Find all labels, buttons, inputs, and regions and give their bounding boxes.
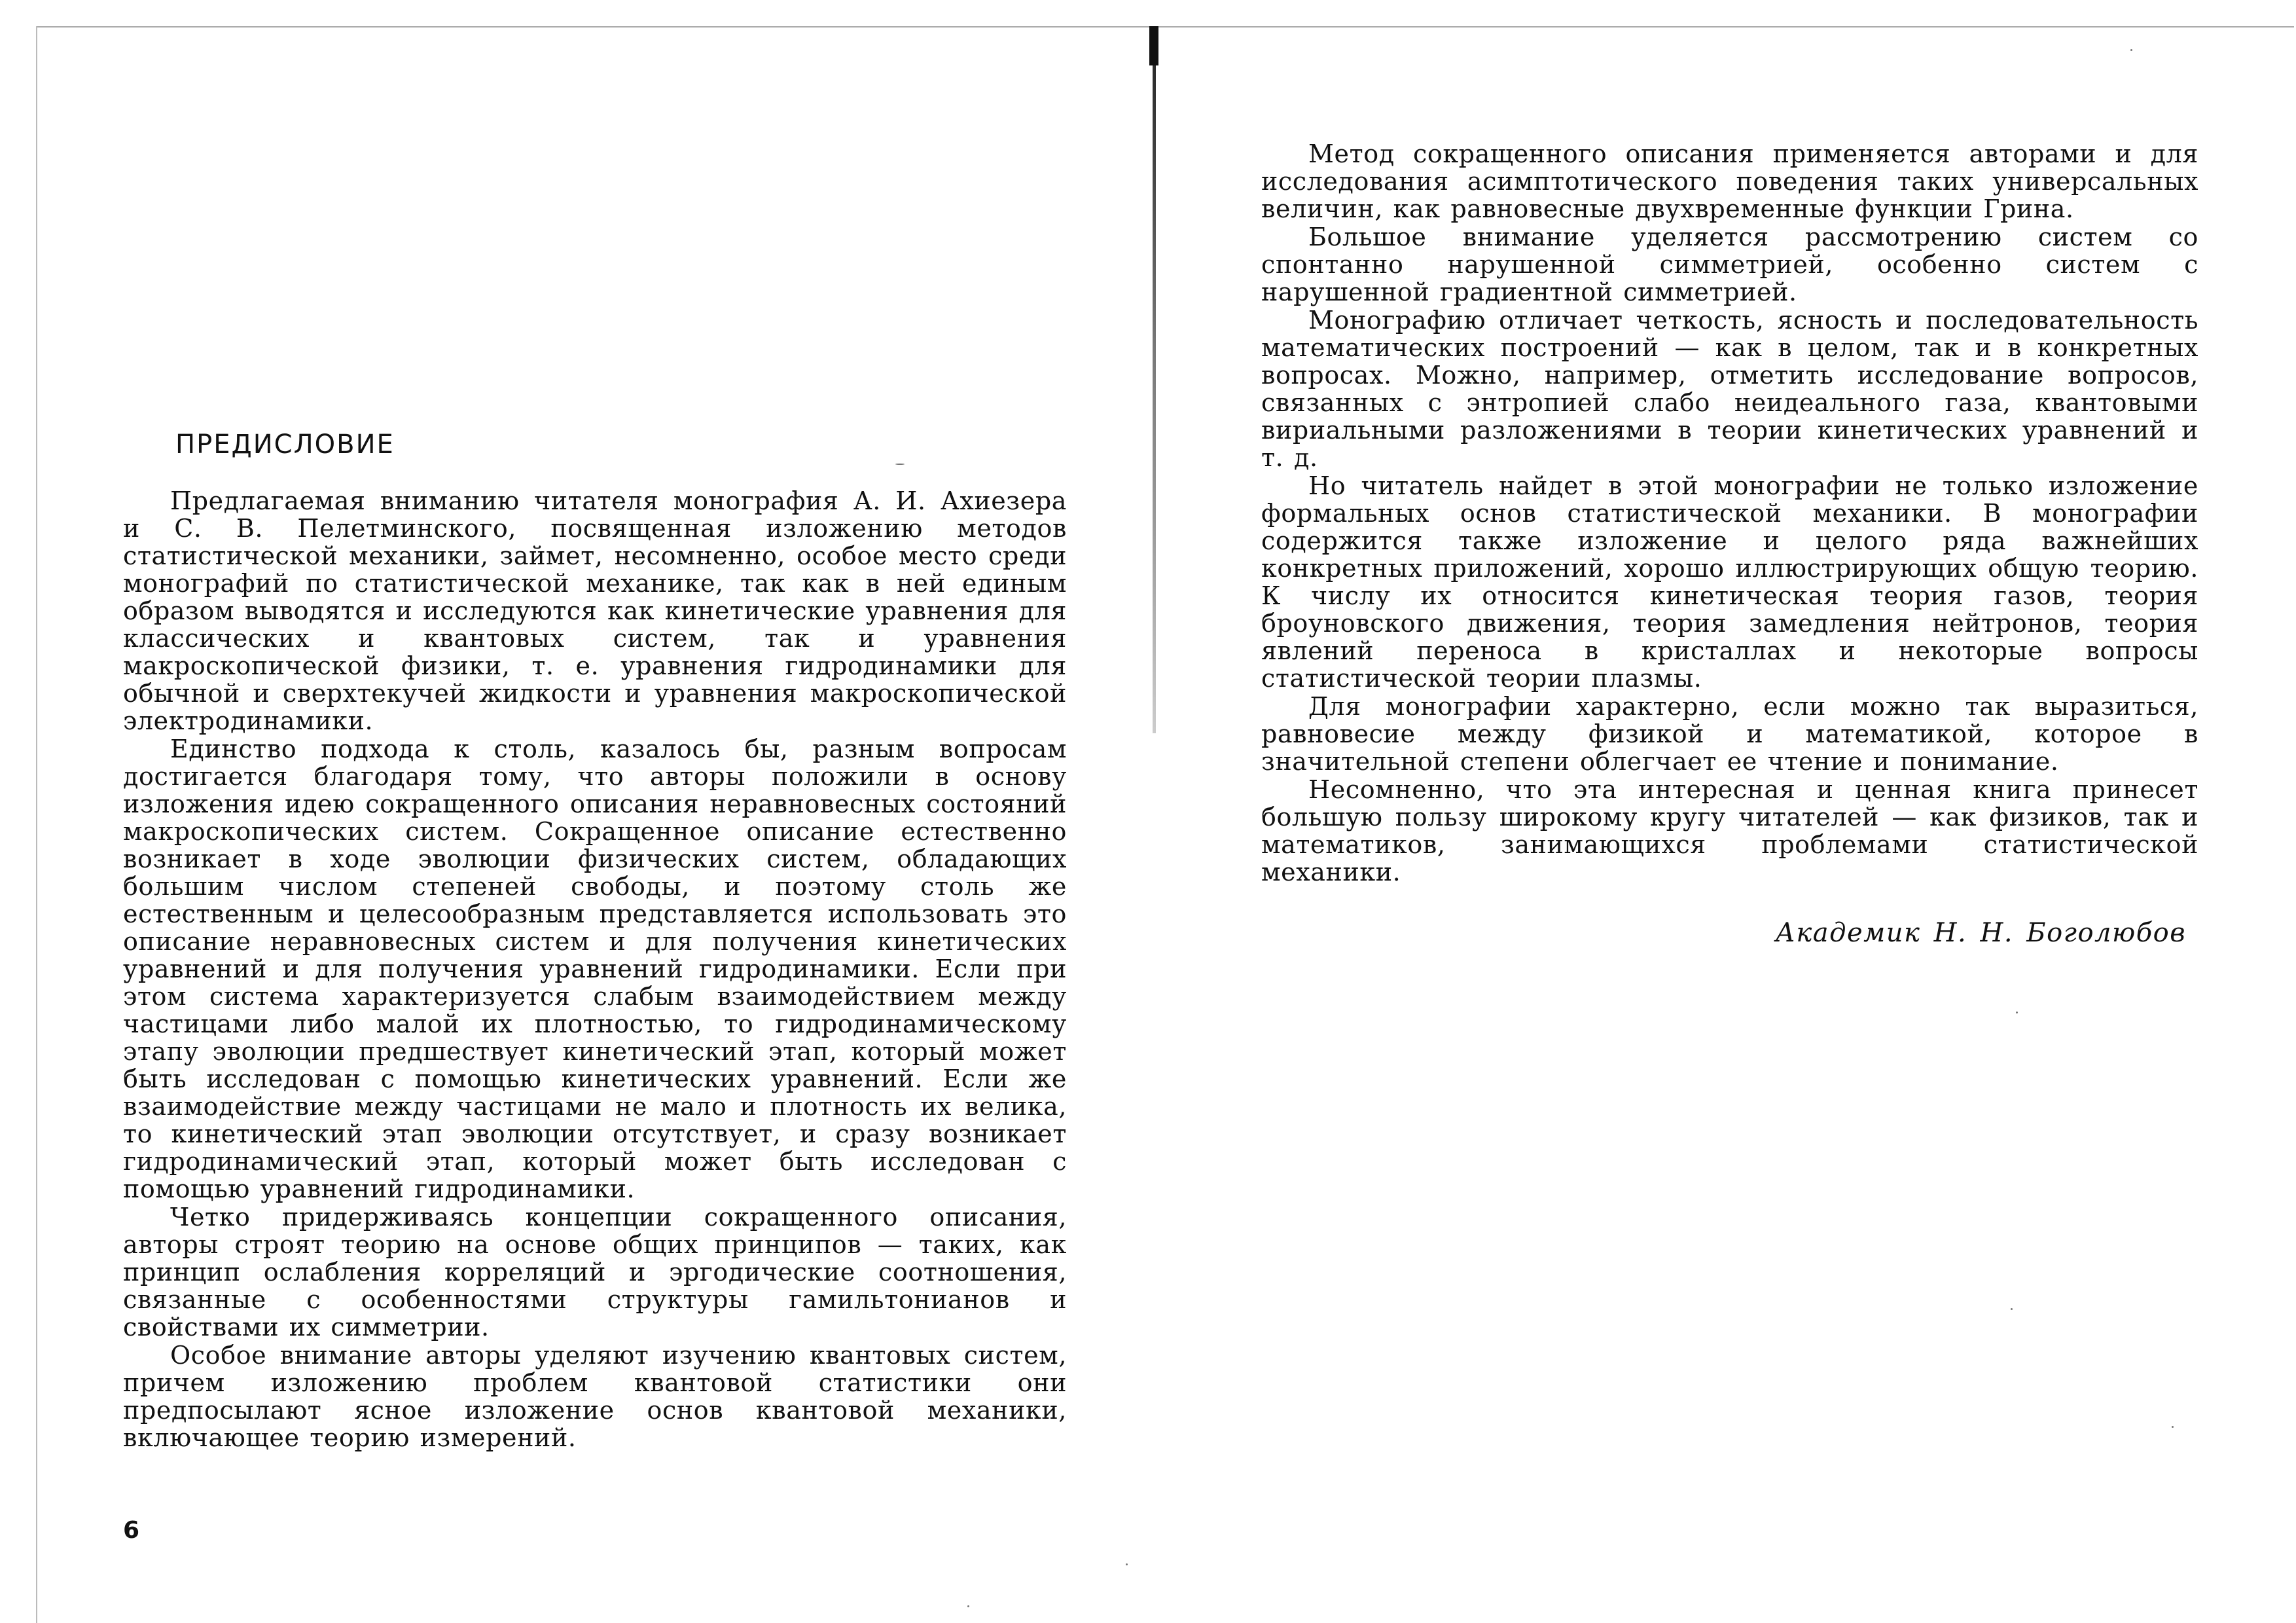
scan-speck [2011,1308,2013,1310]
paragraph: Большое внимание уделяется рассмотрению систем со спонтанно нарушенной симметрией, особенно систем с нарушенной градиентной симметрией. [1261,223,2198,306]
scan-speck [967,1605,969,1607]
paragraph: Но читатель найдет в этой монографии не только изложение формальных основ статистической механики. В монографии содержится также изложение и целого ряда важнейших конкретных приложений, хорошо иллюстрирующих общую теорию. К числу их относится кинетическая теория газов, теория броуновского движения, теория замедления нейтронов, теория явлений переноса в кристаллах и некоторые вопросы статистической теории плазмы. [1261,471,2198,693]
signature: Академик Н. Н. Боголюбов [1775,918,2186,948]
left-page-text [123,487,1067,1451]
right-page-text [1261,140,2198,886]
paragraph: Четко придерживаясь концепции сокращенного описания, авторы строят теорию на основе общих принципов — таких, как принцип ослабления корреляций и эргодические соотношения, связанные с особенностями структуры гамильтонианов и свойствами их симметрии. [123,1203,1067,1341]
paragraph: Для монографии характерно, если можно так выразиться, равновесие между физикой и математикой, которое в значительной степени облегчает ее чтение и понимание. [1261,692,2198,776]
scan-speck [2016,1012,2018,1013]
page-number: 6 [123,1517,140,1544]
scan-speck [2130,49,2132,51]
page-heading: ПРЕДИСЛОВИЕ [175,429,395,460]
paragraph: Метод сокращенного описания применяется авторами и для исследования асимптотического поведения таких универсальных величин, как равновесные двухвременные функции Грина. [1261,139,2198,223]
scan-speck [1126,1563,1128,1565]
paragraph: Предлагаемая вниманию читателя монография А. И. Ахиезера и С. В. Пелетминского, посвященная изложению методов статистической механики, займет, несомненно, особое место среди монографий по статистической механике, так как в ней единым образом выводятся и исследуются как кинетические уравнения для классических и квантовых систем, так и уравнения макроскопической физики, т. е. уравнения гидродинамики для обычной и сверхтекучей жидкости и уравнения макроскопической электродинамики. [123,486,1067,735]
paragraph: Особое внимание авторы уделяют изучению квантовых систем, причем изложению проблем квантовой статистики они предпосылают ясное изложение основ квантовой механики, включающее теорию измерений. [123,1341,1067,1452]
paragraph: Монографию отличает четкость, ясность и последовательность математических построений — как в целом, так и в конкретных вопросах. Можно, например, отметить исследование вопросов, связанных с энтропией слабо неидеального газа, квантовыми вириальными разложениями в теории кинетических уравнений и т. д. [1261,306,2198,472]
book-spine-top-mark [1149,26,1158,65]
scan-speck [895,464,905,465]
paragraph: Несомненно, что эта интересная и ценная книга принесет большую пользу широкому кругу читателей — как физиков, так и математиков, занимающихся проблемами статистической механики. [1261,775,2198,886]
book-spine-shadow [1153,26,1156,733]
paragraph: Единство подхода к столь, казалось бы, разным вопросам достигается благодаря тому, что авторы положили в основу изложения идею сокращенного описания неравновесных состояний макроскопических систем. Сокращенное описание естественно возникает в ходе эволюции физических систем, обладающих большим числом степеней свободы, и поэтому столь же естественным и целесообразным представляется использовать это описание неравновесных систем и для получения кинетических уравнений и для получения уравнений гидродинамики. Если при этом система характеризуется слабым взаимодействием между частицами либо малой их плотностью, то гидродинамическому этапу эволюции предшествует кинетический этап, который может быть исследован с помощью кинетических уравнений. Если же взаимодействие между частицами не мало и плотность их велика, то кинетический этап эволюции отсутствует, и сразу возникает гидродинамический этап, который может быть исследован с помощью уравнений гидродинамики. [123,735,1067,1203]
scan-speck [2172,1426,2174,1428]
